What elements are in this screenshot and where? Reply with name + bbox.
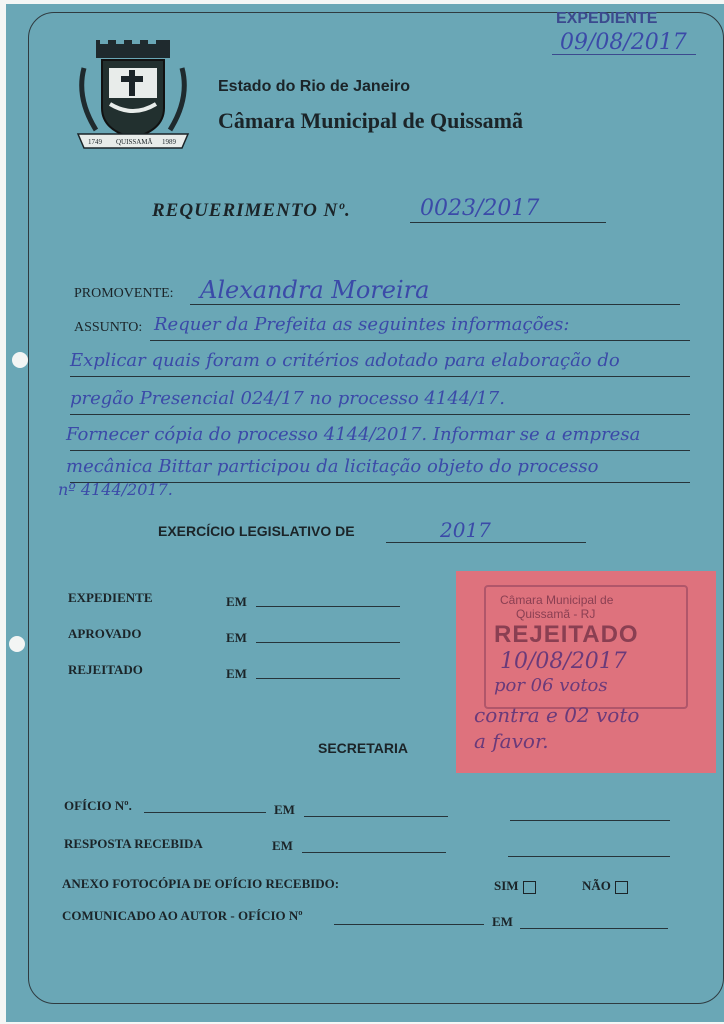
expediente-stamp-date: 09/08/2017: [560, 30, 687, 55]
requerimento-label: REQUERIMENTO Nº.: [152, 200, 351, 221]
stamp-org-line2: Quissamã - RJ: [516, 607, 596, 621]
stamp-note-line2: contra e 02 voto: [474, 703, 640, 727]
assunto-line-2: Explicar quais foram o critérios adotado para elaboração do: [70, 350, 620, 371]
state-name: Estado do Rio de Janeiro: [218, 78, 411, 95]
stamp-note-line3: a favor.: [474, 729, 549, 753]
crest-year-left: 1749: [88, 138, 102, 146]
comunicado-label: COMUNICADO AO AUTOR - OFÍCIO Nº: [62, 908, 303, 923]
resposta-em: EM: [272, 838, 293, 853]
status-rejeitado-label: REJEITADO: [68, 662, 143, 677]
crest-name: QUISSAMÃ: [116, 138, 153, 146]
nao-label: NÃO: [582, 878, 611, 893]
requerimento-number: 0023/2017: [420, 196, 540, 221]
assunto-label: ASSUNTO:: [74, 320, 143, 335]
status-rejeitado-em: EM: [226, 666, 247, 681]
nao-option[interactable]: [582, 878, 628, 894]
oficio-label: OFÍCIO Nº.: [64, 798, 132, 813]
exercicio-value: 2017: [440, 518, 491, 542]
status-aprovado-em: EM: [226, 630, 247, 645]
stamp-note-line1: por 06 votos: [494, 675, 608, 696]
sim-label: SIM: [494, 878, 519, 893]
assunto-line-5: mecânica Bittar participou da licitação objeto do processo: [66, 456, 599, 477]
secretaria-title: SECRETARIA: [318, 740, 408, 756]
nao-checkbox[interactable]: [615, 881, 628, 894]
punch-hole-top: [12, 352, 28, 368]
stamp-date: 10/08/2017: [500, 649, 627, 674]
sim-checkbox[interactable]: [523, 881, 536, 894]
coat-of-arms-icon: [74, 38, 192, 160]
assunto-line-3: pregão Presencial 024/17 no processo 4144/17.: [70, 388, 505, 409]
promovente-label: PROMOVENTE:: [74, 286, 174, 301]
resposta-label: RESPOSTA RECEBIDA: [64, 836, 203, 851]
exercicio-label: EXERCÍCIO LEGISLATIVO DE: [158, 523, 355, 539]
status-expediente-em: EM: [226, 594, 247, 609]
chamber-name: Câmara Municipal de Quissamã: [218, 108, 523, 133]
sim-option[interactable]: [494, 878, 536, 894]
crest-year-right: 1989: [162, 138, 176, 146]
anexo-label: ANEXO FOTOCÓPIA DE OFÍCIO RECEBIDO:: [62, 876, 340, 891]
comunicado-em: EM: [492, 914, 513, 929]
assunto-line-6: nº 4144/2017.: [58, 480, 173, 499]
punch-hole-bottom: [9, 636, 25, 652]
assunto-line-4: Fornecer cópia do processo 4144/2017. Informar se a empresa: [66, 424, 641, 445]
oficio-em: EM: [274, 802, 295, 817]
assunto-line-1: Requer da Prefeita as seguintes informações:: [154, 314, 570, 335]
status-aprovado-label: APROVADO: [68, 626, 142, 641]
stamp-org-line1: Câmara Municipal de: [500, 593, 614, 607]
expediente-stamp-label: EXPEDIENTE: [556, 10, 658, 27]
status-expediente-label: EXPEDIENTE: [68, 590, 153, 605]
stamp-status: REJEITADO: [494, 621, 639, 648]
rejection-stamp: [456, 571, 716, 773]
promovente-value: Alexandra Moreira: [200, 276, 430, 304]
